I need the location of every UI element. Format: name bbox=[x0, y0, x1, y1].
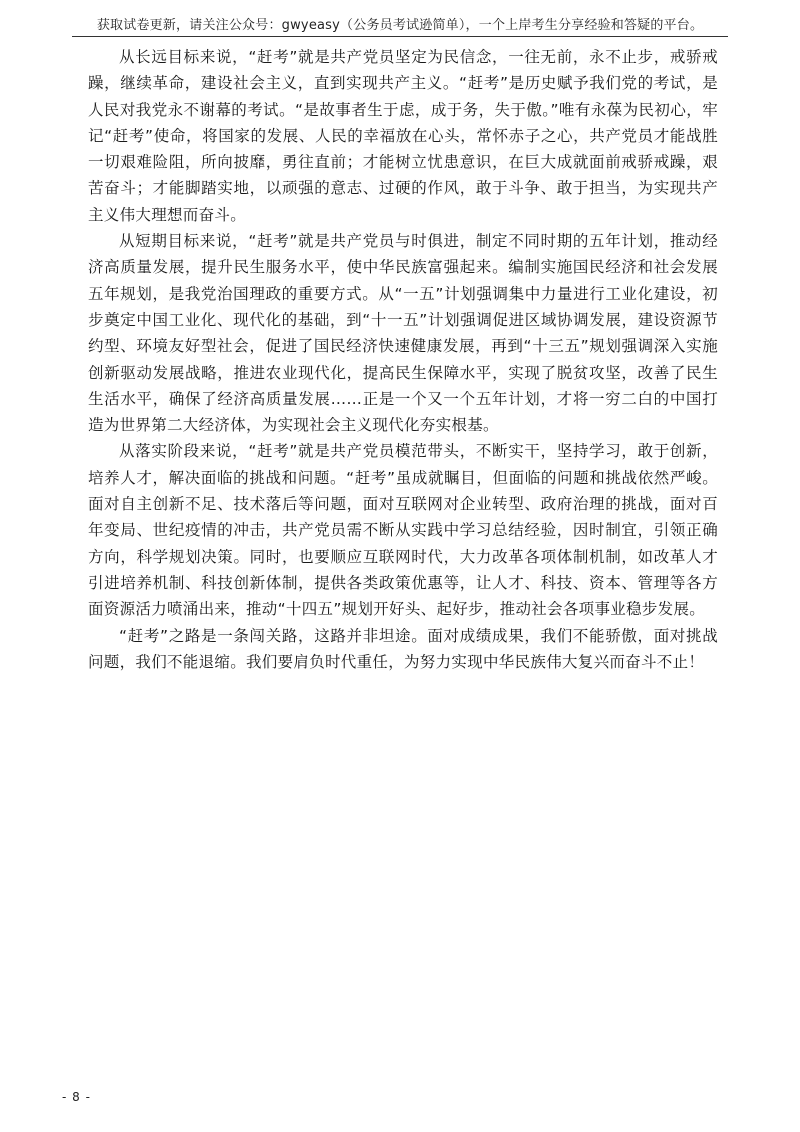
document-body bbox=[88, 44, 718, 675]
paragraph-short-term-goal: 从短期目标来说，“赶考”就是共产党员与时俱进，制定不同时期的五年计划，推动经济高质量发展，提升民生服务水平，使中华民族富强起来。编制实施国民经济和社会发展五年规划，是我党治国理政的重要方式。从“一五”计划强调集中力量进行工业化建设，初步奠定中国工业化、现代化的基础，到“十一五”计划强调促进区域协调发展，建设资源节约型、环境友好型社会，促进了国民经济快速健康发展，再到“十三五”规划强调深入实施创新驱动发展战略，推进农业现代化，提高民生保障水平，实现了脱贫攻坚，改善了民生生活水平，确保了经济高质量发展……正是一个又一个五年计划，才将一穷二白的中国打造为世界第二大经济体，为实现社会主义现代化夯实根基。 bbox=[88, 232, 718, 435]
paragraph-long-term-goal: 从长远目标来说，“赶考”就是共产党员坚定为民信念，一往无前，永不止步，戒骄戒躁，继续革命，建设社会主义，直到实现共产主义。“赶考”是历史赋予我们党的考试，是人民对我党永不谢幕的考试。“是故事者生于虑，成于务，失于傲。”唯有永葆为民初心，牢记“赶考”使命，将国家的发展、人民的幸福放在心头，常怀赤子之心，共产党员才能战胜一切艰难险阻，所向披靡，勇往直前；才能树立忧患意识，在巨大成就面前戒骄戒躁，艰苦奋斗；才能脚踏实地，以顽强的意志、过硬的作风，敢于斗争、敢于担当，为实现共产主义伟大理想而奋斗。 bbox=[88, 48, 718, 224]
page-number: - 8 - bbox=[62, 1090, 91, 1104]
page-header: 获取试卷更新，请关注公众号：gwyeasy（公务员考试逊简单），一个上岸考生分享经验和答疑的平台。 bbox=[96, 18, 704, 33]
header-divider bbox=[72, 36, 728, 37]
paragraph-conclusion: “赶考”之路是一条闯关路，这路并非坦途。面对成绩成果，我们不能骄傲，面对挑战问题，我们不能退缩。我们要肩负时代重任，为努力实现中华民族伟大复兴而奋斗不止！ bbox=[88, 626, 718, 671]
paragraph-implementation-stage: 从落实阶段来说，“赶考”就是共产党员模范带头，不断实干，坚持学习，敢于创新，培养人才，解决面临的挑战和问题。“赶考”虽成就瞩目，但面临的问题和挑战依然严峻。面对自主创新不足、技术落后等问题，面对互联网对企业转型、政府治理的挑战，面对百年变局、世纪疫情的冲击，共产党员需不断从实践中学习总结经验，因时制宜，引领正确方向，科学规划决策。同时，也要顺应互联网时代，大力改革各项体制机制，如改革人才引进培养机制、科技创新体制，提供各类政策优惠等，让人才、科技、资本、管理等各方面资源活力喷涌出来，推动“十四五”规划开好头、起好步，推动社会各项事业稳步发展。 bbox=[88, 442, 718, 619]
